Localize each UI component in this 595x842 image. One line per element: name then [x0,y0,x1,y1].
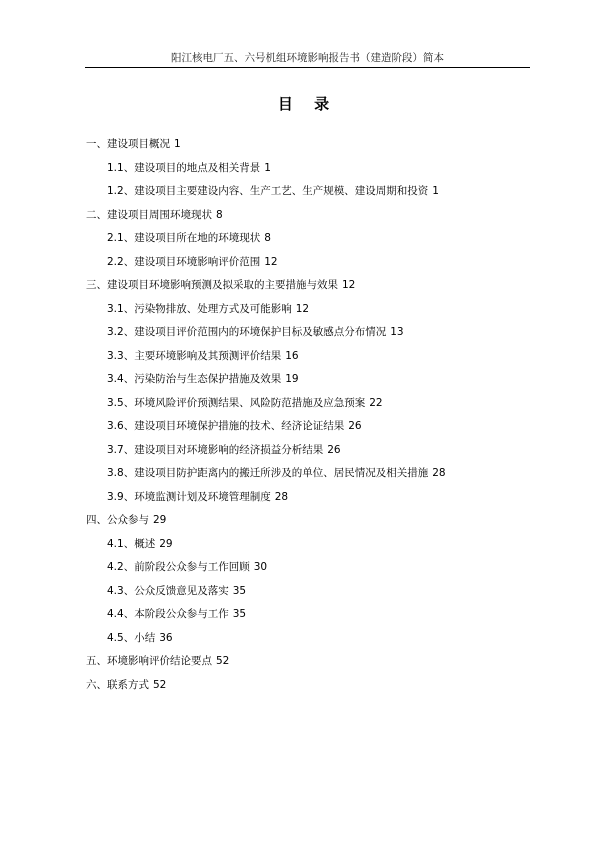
toc-entry-page: 13 [390,326,404,338]
toc-entry-page: 35 [232,608,247,620]
toc-entry-label: 六、联系方式 [86,678,149,691]
toc-entry-label: 二、建设项目周围环境现状 [86,208,212,221]
toc-entry-page: 22 [369,396,383,409]
toc-entry-label: 3.7、建设项目对环境影响的经济损益分析结果 [107,443,324,456]
toc-entry-label: 3.4、污染防治与生态保护措施及效果 [107,373,282,385]
toc-entry-page: 29 [159,537,173,550]
header-divider [85,67,530,68]
toc-entry-label: 三、建设项目环境影响预测及拟采取的主要措施与效果 [86,279,338,291]
toc-entry-page: 1 [432,185,439,197]
toc-entry-label: 4.2、前阶段公众参与工作回顾 [107,561,250,573]
toc-entry-page: 28 [432,467,446,479]
toc-entry-page: 12 [342,279,356,291]
toc-entry-page: 28 [274,490,289,503]
toc-entry-label: 3.3、主要环境影响及其预测评价结果 [107,349,282,362]
toc-entry-label: 4.3、公众反馈意见及落实 [107,584,229,597]
toc-entry-label: 3.2、建设项目评价范围内的环境保护目标及敏感点分布情况 [107,326,387,338]
toc-entry-page: 1 [264,161,271,174]
toc-entry-page: 52 [216,655,230,667]
toc-entry-label: 五、环境影响评价结论要点 [86,655,212,667]
toc-entry-label: 2.1、建设项目所在地的环境现状 [107,232,261,244]
toc-entry-label: 4.5、小结 [107,631,156,644]
toc-entry-label: 3.6、建设项目环境保护措施的技术、经济论证结果 [107,420,345,432]
toc-entry-page: 1 [174,138,181,150]
toc-entry-label: 3.1、污染物排放、处理方式及可能影响 [107,302,292,315]
toc-entry-page: 16 [285,349,299,362]
toc-entry-label: 2.2、建设项目环境影响评价范围 [107,255,261,268]
toc-entry-label: 一、建设项目概况 [86,138,170,150]
running-header: 阳江核电厂五、六号机组环境影响报告书（建造阶段）简本 [171,52,444,64]
toc-entry-page: 12 [264,255,278,268]
toc-entry-label: 四、公众参与 [86,514,149,526]
toc-entry-page: 35 [232,584,247,597]
toc-entry-page: 26 [327,443,341,456]
page-title: 目 录 [277,95,338,113]
toc-entry-label: 4.1、概述 [107,537,156,550]
toc-entry-page: 36 [159,631,173,644]
toc-entry-page: 19 [285,373,299,385]
toc-entry-label: 3.5、环境风险评价预测结果、风险防范措施及应急预案 [107,396,366,409]
toc-entry-page: 52 [153,678,167,691]
toc-entry-page: 26 [348,420,362,432]
toc-entry-page: 8 [264,232,271,244]
toc-entry-page: 29 [153,514,167,526]
toc-entry-label: 3.9、环境监测计划及环境管理制度 [107,490,271,503]
toc-entry-label: 4.4、本阶段公众参与工作 [107,608,229,620]
toc-entry-label: 3.8、建设项目防护距离内的搬迁所涉及的单位、居民情况及相关措施 [107,467,429,479]
toc-entry-label: 1.2、建设项目主要建设内容、生产工艺、生产规模、建设周期和投资 [107,185,429,197]
toc-entry-label: 1.1、建设项目的地点及相关背景 [107,161,261,174]
toc-entry-page: 30 [253,561,268,573]
toc-entry-page: 12 [295,302,310,315]
toc-entry-page: 8 [216,208,223,221]
